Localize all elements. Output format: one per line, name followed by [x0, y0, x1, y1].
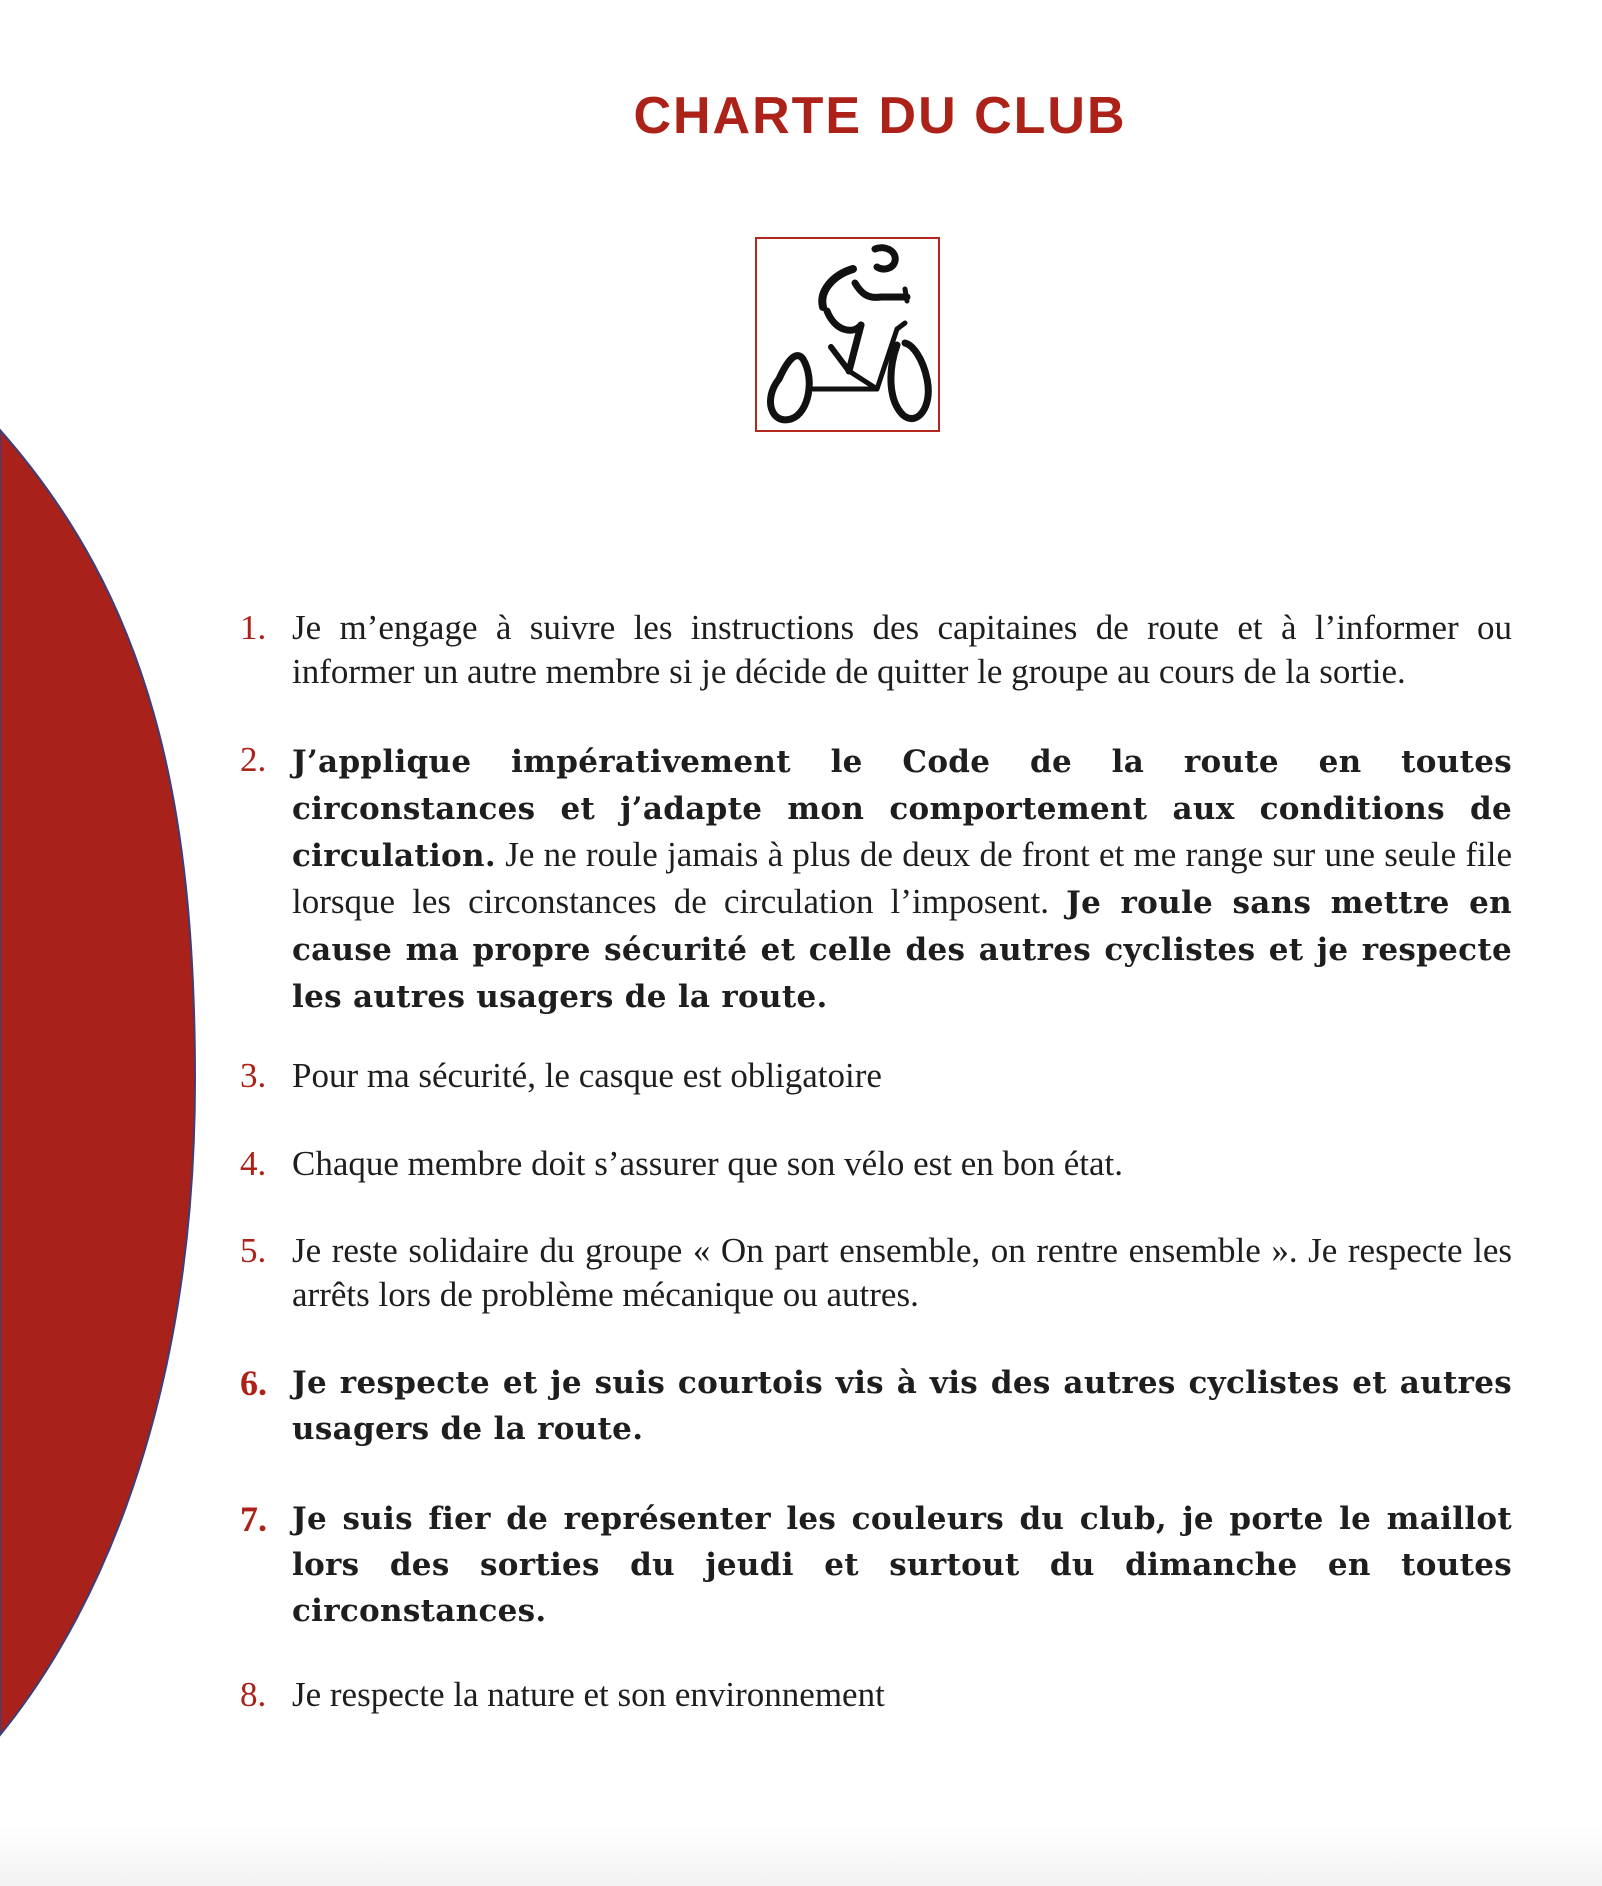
page-bottom-shade [0, 1826, 1602, 1886]
rule-number: 6. [240, 1363, 267, 1403]
rule-item-1 [240, 606, 1512, 694]
rule-text-bold-segment: Je roule sans mettre en cause ma propre sécurité et celle des autres cyclistes et je respecte les autres usagers de la route. [292, 885, 1512, 1015]
rule-number: 2. [240, 740, 267, 779]
rule-text-bold-segment: Je suis fier de représenter les couleurs du club, je porte le maillot lors des sorties du jeudi et surtout du dimanche en toutes circonstances. [292, 1501, 1512, 1629]
rule-number: 1. [240, 608, 267, 647]
rule-text-segment: Je m’engage à suivre les instructions des capitaines de route et à l’informer ou informer un autre membre si je décide de quitter le groupe au cours de la sortie. [292, 608, 1512, 691]
rule-text [292, 606, 1512, 694]
rule-text-segment: Pour ma sécurité, le casque est obligatoire [292, 1056, 882, 1095]
rule-number: 4. [240, 1144, 267, 1183]
rule-text [292, 1496, 1512, 1634]
rule-text-bold-segment: Je respecte et je suis courtois vis à vis des autres cyclistes et autres usagers de la route. [292, 1365, 1512, 1447]
rule-text-bold-segment: J’applique impérativement le Code de la route en toutes circonstances et j’adapte mon comportement aux conditions de circulation. [292, 744, 1512, 874]
cyclist-icon [757, 239, 938, 430]
rule-text-segment: Je ne roule jamais à plus de deux de front et me range sur une seule file lorsque les circonstances de circulation l’imposent. [292, 835, 1512, 921]
rule-text [292, 738, 1512, 1020]
rule-item-3 [240, 1054, 1512, 1098]
rule-item-6 [240, 1360, 1512, 1452]
rule-text [292, 1360, 1512, 1452]
rule-text [292, 1142, 1512, 1186]
rule-text [292, 1054, 1512, 1098]
rule-number: 8. [240, 1675, 267, 1714]
rule-item-8 [240, 1673, 1512, 1717]
rule-text-segment: Je reste solidaire du groupe « On part ensemble, on rentre ensemble ». Je respecte les arrêts lors de problème mécanique ou autres. [292, 1231, 1512, 1314]
rule-item-4 [240, 1142, 1512, 1186]
rule-item-5 [240, 1229, 1512, 1317]
rule-text [292, 1229, 1512, 1317]
page-title: CHARTE DU CLUB [633, 87, 1127, 145]
rule-item-2 [240, 738, 1512, 1020]
rule-item-7 [240, 1496, 1512, 1634]
rule-number: 5. [240, 1231, 267, 1270]
rule-number: 7. [240, 1499, 267, 1539]
rule-text-segment: Je respecte la nature et son environnement [292, 1675, 885, 1714]
rule-number: 3. [240, 1056, 267, 1095]
rule-text [292, 1673, 1512, 1717]
club-logo [755, 237, 940, 432]
rule-text-segment: Chaque membre doit s’assurer que son vélo est en bon état. [292, 1144, 1124, 1183]
decorative-red-arc [0, 0, 220, 1886]
